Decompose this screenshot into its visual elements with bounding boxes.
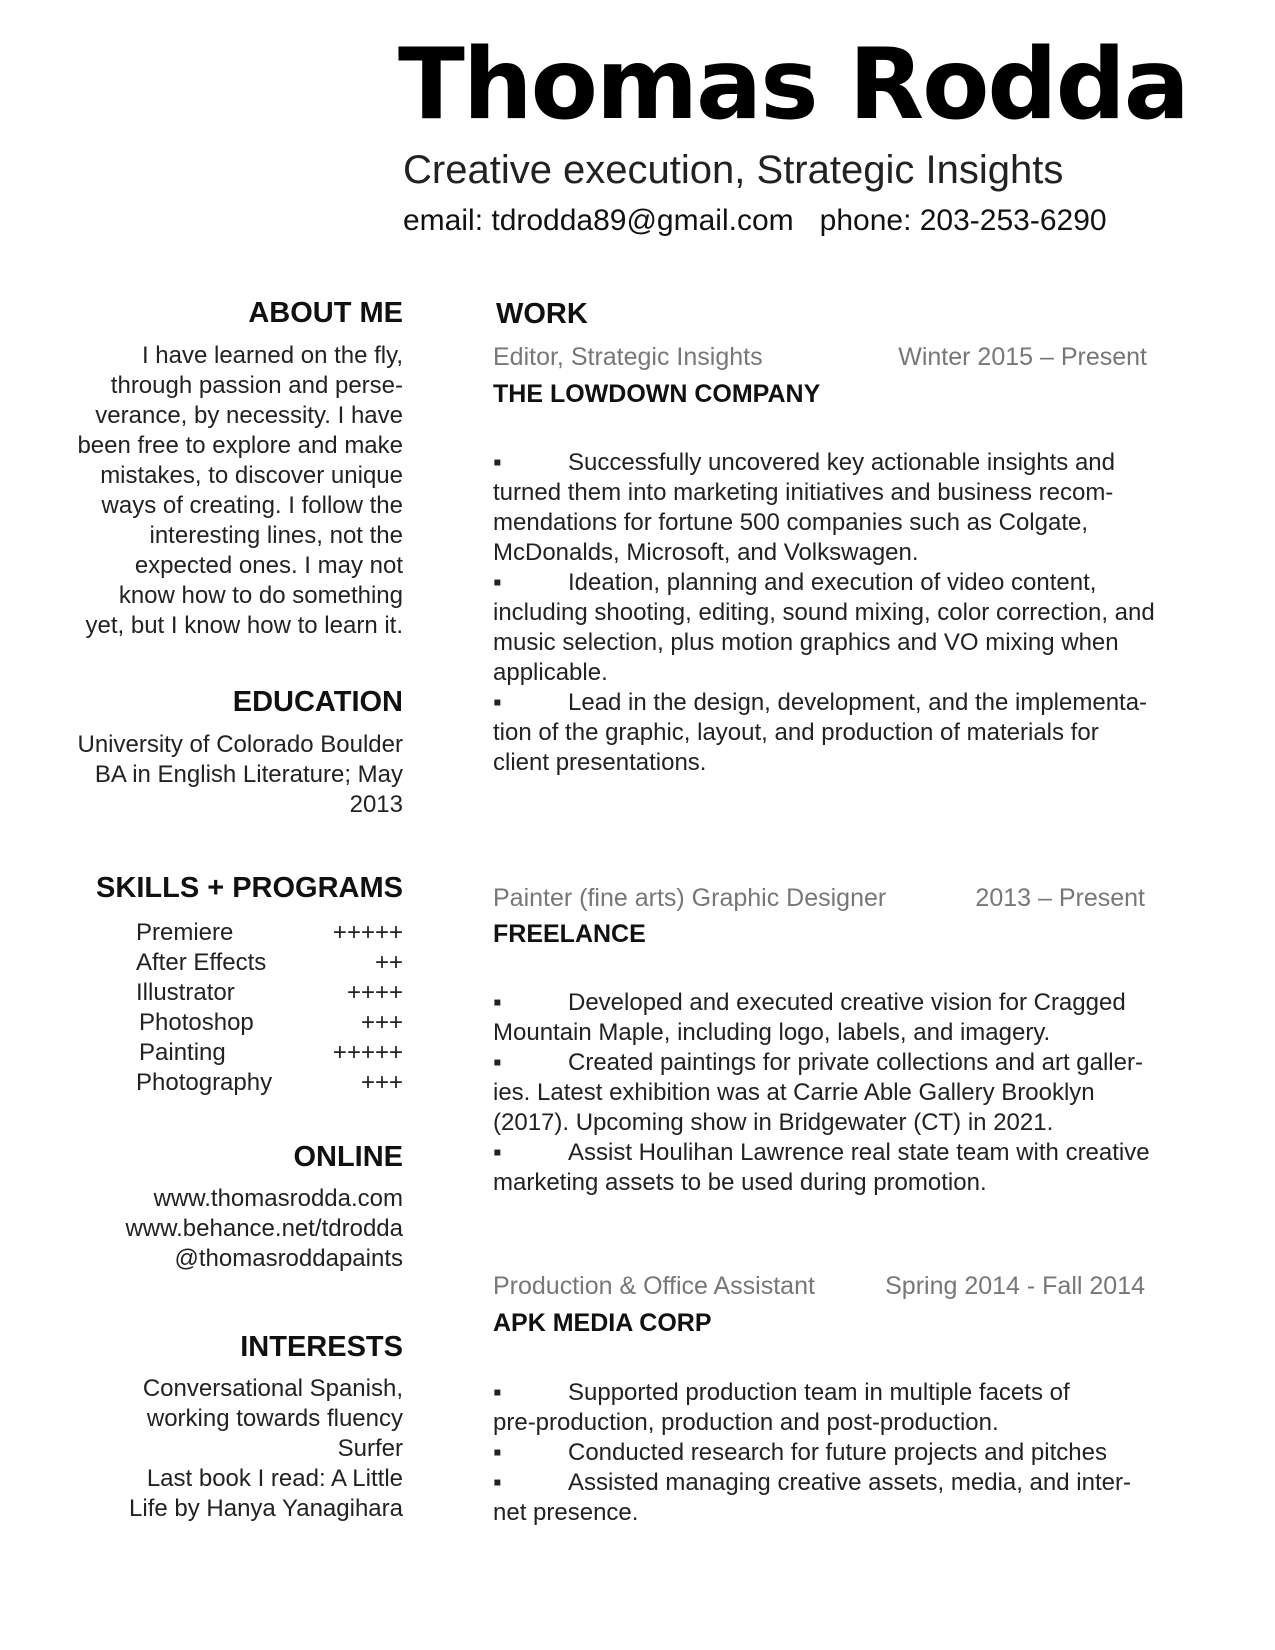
bullet-line [493, 1048, 1153, 1078]
skill-level: +++ [360, 1069, 403, 1096]
skill-level: +++ [360, 1009, 403, 1036]
bullet-marker: ▪ [493, 569, 502, 596]
about-text [77, 341, 403, 641]
bullet-marker: ▪ [493, 1139, 502, 1166]
bullet-line [493, 988, 1153, 1018]
skill-name: Illustrator [136, 979, 235, 1006]
resume-name: Thomas Rodda [398, 28, 1188, 142]
bullet-text: Developed and executed creative vision for Cragged [568, 989, 1126, 1016]
bullet-marker: ▪ [493, 1049, 502, 1076]
about-line: interesting lines, not the [149, 522, 403, 549]
skills-heading: SKILLS + PROGRAMS [96, 872, 403, 904]
interest-line: Last book I read: A Little [146, 1465, 403, 1492]
bullet-line [493, 1468, 1153, 1498]
bullet-line: music selection, plus motion graphics and VO mixing when [493, 629, 1119, 656]
bullet-text: Assist Houlihan Lawrence real state team with creative [568, 1139, 1150, 1166]
about-line: been free to explore and make [77, 432, 403, 459]
bullet-line: tion of the graphic, layout, and production of materials for [493, 719, 1099, 746]
education-line: University of Colorado Boulder [77, 731, 403, 758]
email-text: email: tdrodda89@gmail.com [403, 204, 794, 237]
interests-heading: INTERESTS [240, 1331, 403, 1363]
skills-list [136, 918, 403, 1098]
bullet-text: Successfully uncovered key actionable insights and [568, 449, 1115, 476]
about-line: through passion and perse- [110, 372, 403, 399]
education-line: BA in English Literature; May [94, 761, 403, 788]
bullet-line [493, 1378, 1153, 1408]
skill-level: ++++ [346, 979, 403, 1006]
interest-line: Conversational Spanish, [142, 1375, 403, 1402]
bullet-line [493, 1138, 1153, 1168]
bullet-marker: ▪ [493, 689, 502, 716]
social-handle[interactable]: @thomasroddapaints [174, 1245, 403, 1272]
contact-line [403, 206, 1107, 236]
skill-row [136, 978, 403, 1008]
tagline: Creative execution, Strategic Insights [403, 148, 1064, 192]
skill-row [136, 918, 403, 948]
about-line: expected ones. I may not [134, 552, 403, 579]
job-bullets [493, 988, 1153, 1198]
skill-row [136, 1008, 403, 1038]
interest-line: Life by Hanya Yanagihara [129, 1495, 403, 1522]
bullet-line: marketing assets to be used during promotion. [493, 1169, 987, 1196]
bullet-line: net presence. [493, 1499, 639, 1526]
bullet-marker: ▪ [493, 1379, 502, 1406]
about-line: know how to do something [118, 582, 403, 609]
job-date: Winter 2015 – Present [898, 343, 1147, 371]
bullet-marker: ▪ [493, 1439, 502, 1466]
about-line: yet, but I know how to learn it. [85, 612, 403, 639]
job-role: Production & Office Assistant [493, 1272, 815, 1300]
bullet-text: Ideation, planning and execution of video content, [568, 569, 1097, 596]
skill-name: Photography [136, 1069, 273, 1096]
job-company: FREELANCE [493, 920, 646, 948]
skill-row [136, 1068, 403, 1098]
job-date: 2013 – Present [975, 884, 1145, 912]
bullet-marker: ▪ [493, 989, 502, 1016]
bullet-line: Mountain Maple, including logo, labels, and imagery. [493, 1019, 1051, 1046]
bullet-line [493, 1438, 1153, 1468]
education-heading: EDUCATION [232, 686, 403, 718]
about-line: ways of creating. I follow the [101, 492, 403, 519]
bullet-marker: ▪ [493, 1469, 502, 1496]
bullet-text: Lead in the design, development, and the implementa- [568, 689, 1148, 716]
job-company: THE LOWDOWN COMPANY [493, 380, 821, 408]
skill-level: +++++ [332, 919, 403, 946]
job-company: APK MEDIA CORP [493, 1309, 712, 1337]
interest-line: Surfer [337, 1435, 403, 1462]
bullet-text: Supported production team in multiple facets of [568, 1379, 1070, 1406]
bullet-line [493, 448, 1153, 478]
bullet-line: (2017). Upcoming show in Bridgewater (CT) in 2021. [493, 1109, 1054, 1136]
bullet-line: mendations for fortune 500 companies such as Colgate, [493, 509, 1089, 536]
bullet-text: Conducted research for future projects and pitches [568, 1439, 1107, 1466]
skill-row [136, 948, 403, 978]
bullet-line: ies. Latest exhibition was at Carrie Able Gallery Brooklyn [493, 1079, 1095, 1106]
phone-text: phone: 203-253-6290 [819, 204, 1107, 237]
skill-row [136, 1038, 403, 1068]
education-line: 2013 [349, 791, 403, 818]
about-line: mistakes, to discover unique [100, 462, 403, 489]
behance-link[interactable]: www.behance.net/tdrodda [125, 1215, 403, 1242]
bullet-line [493, 688, 1153, 718]
bullet-text: Assisted managing creative assets, media, and inter- [568, 1469, 1131, 1496]
skill-name: Photoshop [139, 1009, 254, 1036]
skill-level: ++ [374, 949, 403, 976]
website-link[interactable]: www.thomasrodda.com [153, 1185, 403, 1212]
bullet-line: McDonalds, Microsoft, and Volkswagen. [493, 539, 919, 566]
online-links [125, 1184, 403, 1274]
bullet-marker: ▪ [493, 449, 502, 476]
job-date: Spring 2014 - Fall 2014 [885, 1272, 1145, 1300]
bullet-line: client presentations. [493, 749, 707, 776]
education-text [78, 730, 404, 820]
bullet-line: turned them into marketing initiatives and business recom- [493, 479, 1114, 506]
bullet-line: pre-production, production and post-production. [493, 1409, 999, 1436]
bullet-text: Created paintings for private collections and art galler- [568, 1049, 1143, 1076]
about-line: I have learned on the fly, [141, 342, 403, 369]
skill-name: Premiere [136, 919, 234, 946]
job-bullets [493, 1378, 1153, 1528]
job-role: Painter (fine arts) Graphic Designer [493, 884, 887, 912]
bullet-line [493, 568, 1153, 598]
interest-line: working towards fluency [146, 1405, 403, 1432]
bullet-line: applicable. [493, 659, 608, 686]
work-heading: WORK [496, 298, 588, 330]
skill-level: +++++ [332, 1039, 403, 1066]
about-line: verance, by necessity. I have [95, 402, 403, 429]
skill-name: After Effects [136, 949, 267, 976]
bullet-line: including shooting, editing, sound mixing, color correction, and [493, 599, 1155, 626]
interests-text [129, 1374, 403, 1524]
about-heading: ABOUT ME [248, 297, 403, 329]
skill-name: Painting [139, 1039, 226, 1066]
job-role: Editor, Strategic Insights [493, 343, 763, 371]
online-heading: ONLINE [293, 1141, 403, 1173]
job-bullets [493, 448, 1153, 778]
